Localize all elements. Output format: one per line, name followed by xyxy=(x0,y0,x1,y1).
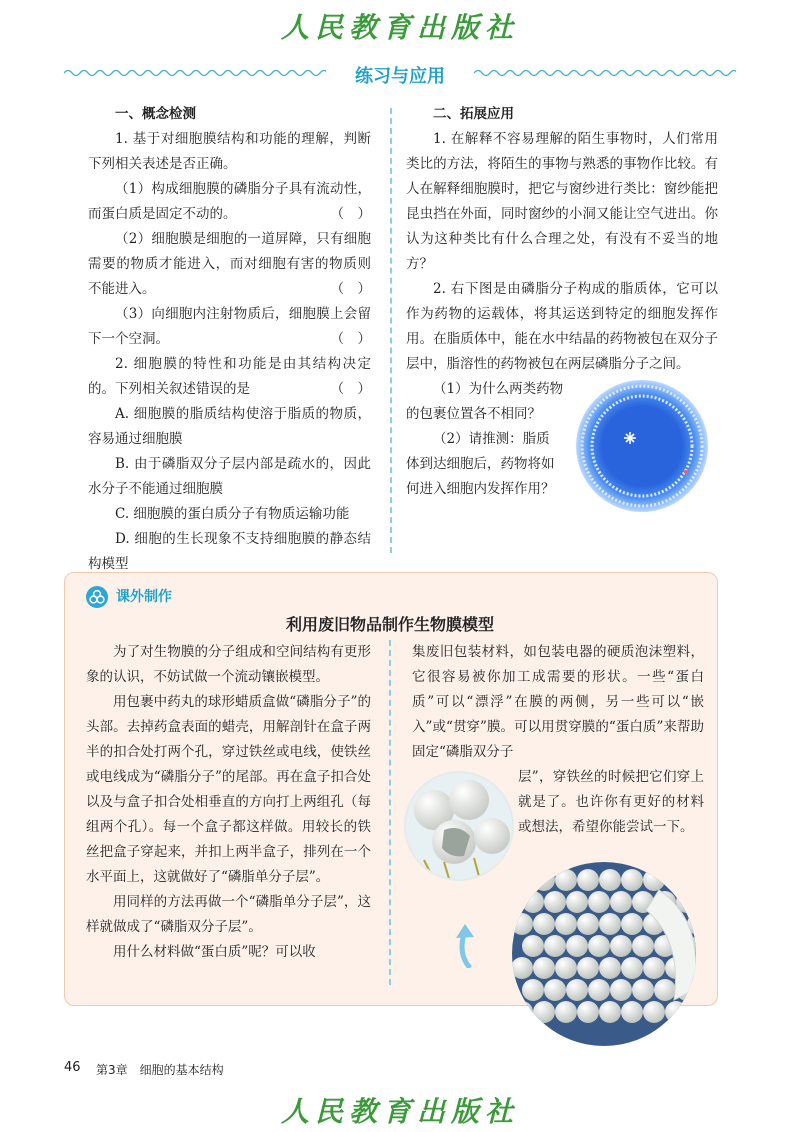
activity-paragraph-3: 用同样的方法再做一个“磷脂单分子层”，这样就做成了“磷脂双分子层”。 xyxy=(86,894,371,935)
model-ball xyxy=(522,979,544,1001)
model-ball xyxy=(566,935,588,957)
model-ball xyxy=(577,957,599,979)
question-2: 2. 细胞膜的特性和功能是由其结构决定的。下列相关叙述错误的是 （ ） xyxy=(88,352,371,402)
model-ball xyxy=(610,935,632,957)
activity-badge-label: 课外制作 xyxy=(116,589,172,605)
extension-question-2-1-line-1: （1）为什么两类药物 xyxy=(433,381,564,397)
model-ball xyxy=(610,891,632,913)
model-ball xyxy=(698,979,720,1001)
model-ball xyxy=(555,913,577,935)
model-ball xyxy=(544,935,566,957)
model-ball xyxy=(533,1001,555,1023)
option-d: D. 细胞的生长现象不支持细胞膜的静态结构模型 xyxy=(88,531,371,572)
section-title: 练习与应用 xyxy=(355,66,445,87)
activity-text-right xyxy=(412,640,704,765)
activity-paragraph-5: 集废旧包装材料，如包装电器的硬质泡沫塑料，它很容易被你加工成需要的形状。一些“蛋白质”可以“漂浮”在膜的两侧，另一些可以“嵌入”或“贯穿”膜。可以用贯穿膜的“蛋白质”来帮助固定“磷脂双分子 xyxy=(412,644,704,760)
model-ball xyxy=(632,979,654,1001)
option-a: A. 细胞膜的脂质结构使溶于脂质的物质，容易通过细胞膜 xyxy=(88,406,371,447)
option-c: C. 细胞膜的蛋白质分子有物质运输功能 xyxy=(115,506,350,522)
answer-blank: （ ） xyxy=(330,206,371,222)
activity-text-left xyxy=(86,640,371,965)
concept-check-section xyxy=(88,102,371,577)
model-ball xyxy=(665,869,687,891)
answer-blank: （ ） xyxy=(330,281,371,297)
liposome-illustration xyxy=(574,378,710,514)
model-ball xyxy=(588,891,610,913)
model-ball xyxy=(599,913,621,935)
extension-question-2-2-line-1: （2）请推测：脂质 xyxy=(433,431,550,447)
extension-question-2-1-line-2: 的包裹位置各不相同？ xyxy=(406,406,541,422)
box-column-divider xyxy=(389,640,391,985)
model-ball xyxy=(599,1001,621,1023)
wave-divider-left xyxy=(64,66,326,80)
option-b: B. 由于磷脂双分子层内部是疏水的，因此水分子不能通过细胞膜 xyxy=(88,456,371,497)
model-ball xyxy=(654,979,676,1001)
model-ball xyxy=(665,1001,687,1023)
publisher-logo: 人民教育出版社 xyxy=(280,11,519,44)
activity-paragraph-4: 用什么材料做“蛋白质”呢？可以收 xyxy=(113,944,316,960)
extension-question-2-2-line-2: 体到达细胞后，药物将如 xyxy=(406,456,555,472)
activity-text-right-wrap xyxy=(518,765,704,840)
model-ball xyxy=(698,935,720,957)
activity-badge-icon xyxy=(86,586,108,608)
column-divider xyxy=(390,108,392,553)
model-ball xyxy=(687,1001,709,1023)
model-ball xyxy=(621,869,643,891)
model-ball xyxy=(621,957,643,979)
model-ball xyxy=(566,979,588,1001)
question-1-item-1: （1）构成细胞膜的磷脂分子具有流动性，而蛋白质是固定不动的。 （ ） xyxy=(88,177,371,227)
model-ball xyxy=(643,869,665,891)
model-ball xyxy=(643,1001,665,1023)
publisher-logo-footer: 人民教育出版社 xyxy=(280,1095,519,1128)
model-ball xyxy=(522,891,544,913)
model-ball xyxy=(511,1001,533,1023)
activity-paragraph-1: 为了对生物膜的分子组成和空间结构有更形象的认识，不妨试做一个流动镶嵌模型。 xyxy=(86,644,371,685)
model-ball xyxy=(632,935,654,957)
model-ball xyxy=(610,979,632,1001)
model-ball xyxy=(599,869,621,891)
model-ball xyxy=(577,869,599,891)
model-ball xyxy=(555,1001,577,1023)
question-1-item-2: （2）细胞膜是细胞的一道屏障，只有细胞需要的物质才能进入，而对细胞有害的物质则不能进入。 （ ） xyxy=(88,227,371,302)
extension-question-2: 2. 右下图是由磷脂分子构成的脂质体，它可以作为药物的运载体，将其运送到特定的细胞发挥作用。在脂质体中，能在水中结晶的药物被包在双分子层中，脂溶性的药物被包在两层磷脂分子之间。 xyxy=(406,281,718,372)
model-ball xyxy=(599,957,621,979)
model-ball xyxy=(555,957,577,979)
arrow-icon xyxy=(454,924,484,968)
model-ball xyxy=(511,913,533,935)
page-number: 46 xyxy=(64,1060,81,1075)
model-ball xyxy=(577,1001,599,1023)
model-ball xyxy=(544,891,566,913)
model-ball xyxy=(566,891,588,913)
model-ball xyxy=(511,869,533,891)
extension-heading: 二、拓展应用 xyxy=(433,106,514,122)
activity-title: 利用废旧物品制作生物膜模型 xyxy=(285,615,494,634)
model-ball xyxy=(577,913,599,935)
model-ball xyxy=(687,869,709,891)
activity-paragraph-6: 层”，穿铁丝的时候把它们穿上就是了。也许你有更好的材料或想法，希望你能尝试一下。 xyxy=(518,769,704,835)
wave-divider-right xyxy=(474,66,736,80)
activity-paragraph-2: 用包裹中药丸的球形蜡质盒做“磷脂分子”的头部。去掉药盒表面的蜡壳，用解剖针在盒子两半的扣合处打两个孔，穿过铁丝或电线，使铁丝或电线成为“磷脂分子”的尾部。再在盒子扣合处以及与盒子扣合处相垂直的方向打上两组孔（每组两个孔）。每一个盒子都这样做。用较长的铁丝把盒子穿起来，并扣上两半盒子，排列在一个水平面上，这就做好了“磷脂单分子层”。 xyxy=(86,694,371,885)
answer-blank: （ ） xyxy=(330,381,371,397)
extension-question-1: 1. 在解释不容易理解的陌生事物时，人们常用类比的方法，将陌生的事物与熟悉的事物作比较。有人在解释细胞膜时，把它与窗纱进行类比：窗纱能把昆虫挡在外面，同时窗纱的小洞又能让空气进出。你认为这种类比有什么合理之处，有没有不妥当的地方？ xyxy=(406,131,718,272)
model-ball xyxy=(533,869,555,891)
extension-question-2-2-line-3: 何进入细胞内发挥作用？ xyxy=(406,481,555,497)
model-ball xyxy=(511,957,533,979)
question-1: 1. 基于对细胞膜结构和功能的理解，判断下列相关表述是否正确。 xyxy=(88,131,371,172)
model-ball xyxy=(533,913,555,935)
model-ball xyxy=(533,957,555,979)
model-ball xyxy=(544,979,566,1001)
answer-blank: （ ） xyxy=(330,331,371,347)
bilayer-model-photo xyxy=(474,850,720,1046)
model-ball xyxy=(643,957,665,979)
model-ball xyxy=(621,1001,643,1023)
model-ball xyxy=(621,913,643,935)
concept-check-heading: 一、概念检测 xyxy=(115,106,196,122)
model-ball xyxy=(698,891,720,913)
model-ball xyxy=(588,935,610,957)
model-ball xyxy=(588,979,610,1001)
question-1-item-3: （3）向细胞内注射物质后，细胞膜上会留下一个空洞。 （ ） xyxy=(88,302,371,352)
chapter-label: 第3章 细胞的基本结构 xyxy=(96,1063,224,1077)
model-ball xyxy=(522,935,544,957)
model-ball xyxy=(555,869,577,891)
